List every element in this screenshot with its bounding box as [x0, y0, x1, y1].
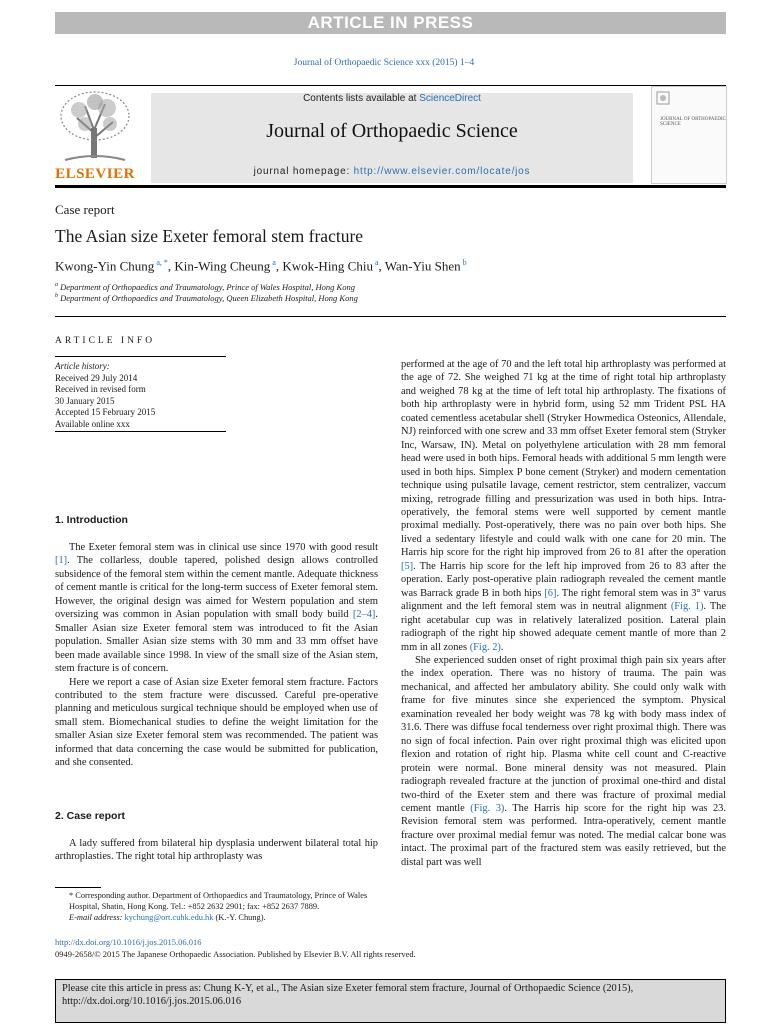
affiliation-marker: a	[55, 282, 58, 289]
journal-title: Journal of Orthopaedic Science	[266, 120, 518, 142]
paragraph-text: . The right acetabular cup was in relatively lateralized position. Lateral plain radiograph of the right hip showed adequate cement mantle of more than 2 mm in all zones	[401, 601, 726, 653]
email-suffix: (K.-Y. Chung).	[213, 912, 266, 922]
header-rule-bottom	[55, 185, 726, 188]
history-line: 30 January 2015	[55, 395, 115, 406]
footnote-text: * Corresponding author. Department of Orthopaedics and Traumatology, Prince of Wales Hospital, Shatin, Hong Kong. Tel.: +852 2632 2901; fax: +852 2637 7889.	[69, 891, 368, 911]
case-paragraph-container	[55, 837, 378, 864]
homepage-link[interactable]: http://www.elsevier.com/locate/jos	[353, 166, 531, 177]
journal-citation-line[interactable]: Journal of Orthopaedic Science xxx (2015) 1–4	[293, 58, 475, 68]
contents-prefix: Contents lists available at	[303, 93, 420, 104]
author-affiliation-marker[interactable]: a	[372, 258, 379, 267]
corresponding-author-footnote	[55, 891, 380, 923]
paragraph-text: . Smaller Asian size Exeter femoral stem was introduced to fit the Asian population. Smaller Asian size stems with 30 mm and 33 mm offset have been made available since 1998. In view of the small size of the Asian stem, stem fracture is of concern.	[55, 609, 378, 675]
history-rule-bottom	[55, 431, 226, 432]
history-line: Available online xxx	[55, 418, 130, 429]
contents-line	[151, 93, 633, 104]
cover-title: JOURNAL OF ORTHOPAEDIC SCIENCE	[660, 117, 727, 127]
author-name: Kwok-Hing Chiu	[282, 258, 373, 274]
copyright-line: 0949-2658/© 2015 The Japanese Orthopaedic Association. Published by Elsevier B.V. All rights reserved.	[55, 949, 416, 959]
elsevier-wordmark: ELSEVIER	[55, 166, 135, 182]
reference-link[interactable]: [1]	[55, 555, 68, 567]
email-label: E-mail address:	[69, 912, 125, 922]
cover-emblem-icon	[656, 91, 670, 105]
article-history	[55, 361, 155, 430]
paragraph-text: . The collarless, double tapered, polished design allows controlled subsidence of the femoral stem within the cement mantle. Adequate thickness of cement mantle is critical for the long-term success of Exeter femoral stem. However, the original design was aimed for Western population and stem oversizing was common in Asian population with small body build	[55, 555, 378, 621]
paragraph-text: . The Harris hip score for the left hip improved from 26 to 83 after the operation. Early post-operative plain radiograph revealed the cement mantle was Barrack grade B in both hips	[401, 560, 726, 599]
header-rule-top	[55, 85, 726, 86]
article-type: Case report	[55, 202, 115, 217]
homepage-prefix: journal homepage:	[253, 166, 354, 177]
intro-paragraphs	[55, 541, 378, 770]
reference-link[interactable]: [2–4]	[352, 609, 376, 621]
paragraph-text: . The Harris hip score for the right hip was 23. Revision femoral stem was performed. Intra-operatively, cement mantle fracture over proximal medial femur was noted. The medial calcar bone was intact. The proximal part of the fractured stem was easily retrieved, but the distal part was well	[401, 802, 726, 868]
history-label: Article history:	[55, 361, 110, 371]
reference-link[interactable]: [6]	[544, 587, 557, 599]
section-heading-introduction: 1. Introduction	[55, 514, 128, 526]
author-affiliation-marker[interactable]: b	[460, 258, 467, 267]
author-affiliation-marker[interactable]: a	[270, 258, 276, 267]
doi-link[interactable]: http://dx.doi.org/10.1016/j.jos.2015.06.016	[55, 937, 202, 947]
footnote-rule	[55, 887, 101, 888]
paragraph-text: She experienced sudden onset of right proximal thigh pain six years after the index operation. There was no history of trauma. The pain was mechanical, and affected her ambulatory ability. She could only walk with frame for five minutes since she experienced the symptom. Physical examination revealed her body weight was 78 kg with body mass index of 31.6. There was diffuse focal tenderness over right proximal thigh. There was no sign of focal infection. Pain over right proximal thigh was elicited upon flexion and rotation of right hip. Plasma white cell count and C-reactive protein were normal. Bone mineral density was not measured. Plain radiograph revealed fracture at the junction of proximal one-third and distal two-third of the Exeter stem and there was fracture of proximal medial cement mantle	[401, 654, 726, 814]
article-in-press-banner: ARTICLE IN PRESS	[55, 12, 726, 34]
author-name: Wan-Yiu Shen	[384, 258, 461, 274]
journal-cover-thumbnail	[651, 86, 727, 184]
title-block-rule	[55, 316, 726, 317]
history-line: Received in revised form	[55, 384, 146, 394]
author-name: Kwong-Yin Chung	[55, 258, 155, 274]
email-link[interactable]: kychung@ort.cuhk.edu.hk	[124, 912, 214, 922]
affiliation-marker: b	[55, 293, 58, 300]
citation-box	[55, 979, 726, 1023]
reference-link[interactable]: (Fig. 2)	[469, 641, 501, 653]
history-line: Received 29 July 2014	[55, 372, 138, 383]
affiliation-text: Department of Orthopaedics and Traumatology, Prince of Wales Hospital, Hong Kong	[60, 282, 355, 292]
journal-homepage	[151, 166, 633, 177]
affiliation-text: Department of Orthopaedics and Traumatology, Queen Elizabeth Hospital, Hong Kong	[60, 293, 358, 303]
reference-link[interactable]: [5]	[401, 560, 414, 572]
history-rule-top	[55, 356, 226, 357]
author-name: Kin-Wing Cheung	[174, 258, 271, 274]
article-title: The Asian size Exeter femoral stem fracture	[55, 226, 364, 246]
case-paragraph-1: A lady suffered from bilateral hip dysplasia underwent bilateral total hip arthroplasties. The right total hip arthroplasty was	[55, 838, 378, 863]
reference-link[interactable]: (Fig. 1)	[670, 601, 704, 613]
case-paragraph-2	[401, 358, 726, 654]
intro-paragraph-2: Here we report a case of Asian size Exeter femoral stem fracture. Factors contributed to the stem fracture were discussed. Careful pre-operative planning and meticulous surgical technique should be employed when use of small stem. Biomechanical studies to define the weight limitation for the smaller Asian size Exeter femoral stem was recommended. The patient was informed that data concerning the case would be submitted for publication, and she consented.	[55, 676, 378, 769]
author-affiliation-marker[interactable]: a, *	[154, 258, 168, 267]
case-paragraph-3	[401, 654, 726, 869]
footnote-email-line	[55, 913, 380, 924]
sciencedirect-link[interactable]: ScienceDirect	[419, 93, 481, 104]
author-list: Kwong-Yin Chung $^{a, *}$, Kin-Wing Cheung $^a$, Kwok-Hing Chiu $^a$, Wan-Yiu Shen $^b$	[55, 258, 467, 274]
paragraph-text: .	[500, 641, 504, 653]
affiliation-b	[55, 293, 358, 303]
citation-text[interactable]: Please cite this article in press as: Chung K-Y, et al., The Asian size Exeter femoral stem fracture, Journal of Orthopaedic Science (2015), http://dx.doi.org/10.1016/j.jos.2015.06.016	[62, 983, 634, 1007]
intro-paragraph-1	[55, 541, 378, 676]
paragraph-text: . The right femoral stem was in 3° varus alignment and the left femoral stem was in neutral alignment	[401, 587, 726, 613]
section-heading-case-report: 2. Case report	[55, 810, 126, 822]
affiliation-a	[55, 282, 355, 292]
history-line: Accepted 15 February 2015	[55, 407, 156, 417]
paragraph-text: The Exeter femoral stem was in clinical use since 1970 with good result	[69, 542, 378, 553]
reference-link[interactable]: (Fig. 3)	[470, 802, 505, 814]
paragraph-text: performed at the age of 70 and the left total hip arthroplasty was performed at the age of 72. She weighed 71 kg at the time of right total hip arthroplasty and weighed 78 kg at the time of left total hip arthroplasty. The fixations of both hip arthroplasty were in hybrid form, using 52 mm Trident PSL HA coated cementless acetabular shell (Stryker Howmedica Osteonics, Allendale, NJ) reinforced with one screw and 33 mm offset Exeter femoral stem (Stryker Inc, Warsaw, IN). Metal on polyethylene articulation with 28 mm femoral head were used in both hips. Femoral heads with additional 5 mm length were used in both hips. Simplex P bone cement (Stryker) and modern cementation technique using pulsatile lavage, cement restrictor, stem centralizer, vaccum mixing, retrograde filling and pressurization was used in both hips. Intra-operatively, the femoral stems were well supported by cement mantle proximal medially. Post-operatively, there was no pain over both hips. She lived a sedentary lifestyle and could walk with one cane for 20 min. The Harris hip score for the right hip improved from 26 to 81 after the operation	[401, 359, 726, 559]
right-column	[401, 358, 726, 869]
article-info-heading: ARTICLE INFO	[55, 336, 156, 346]
